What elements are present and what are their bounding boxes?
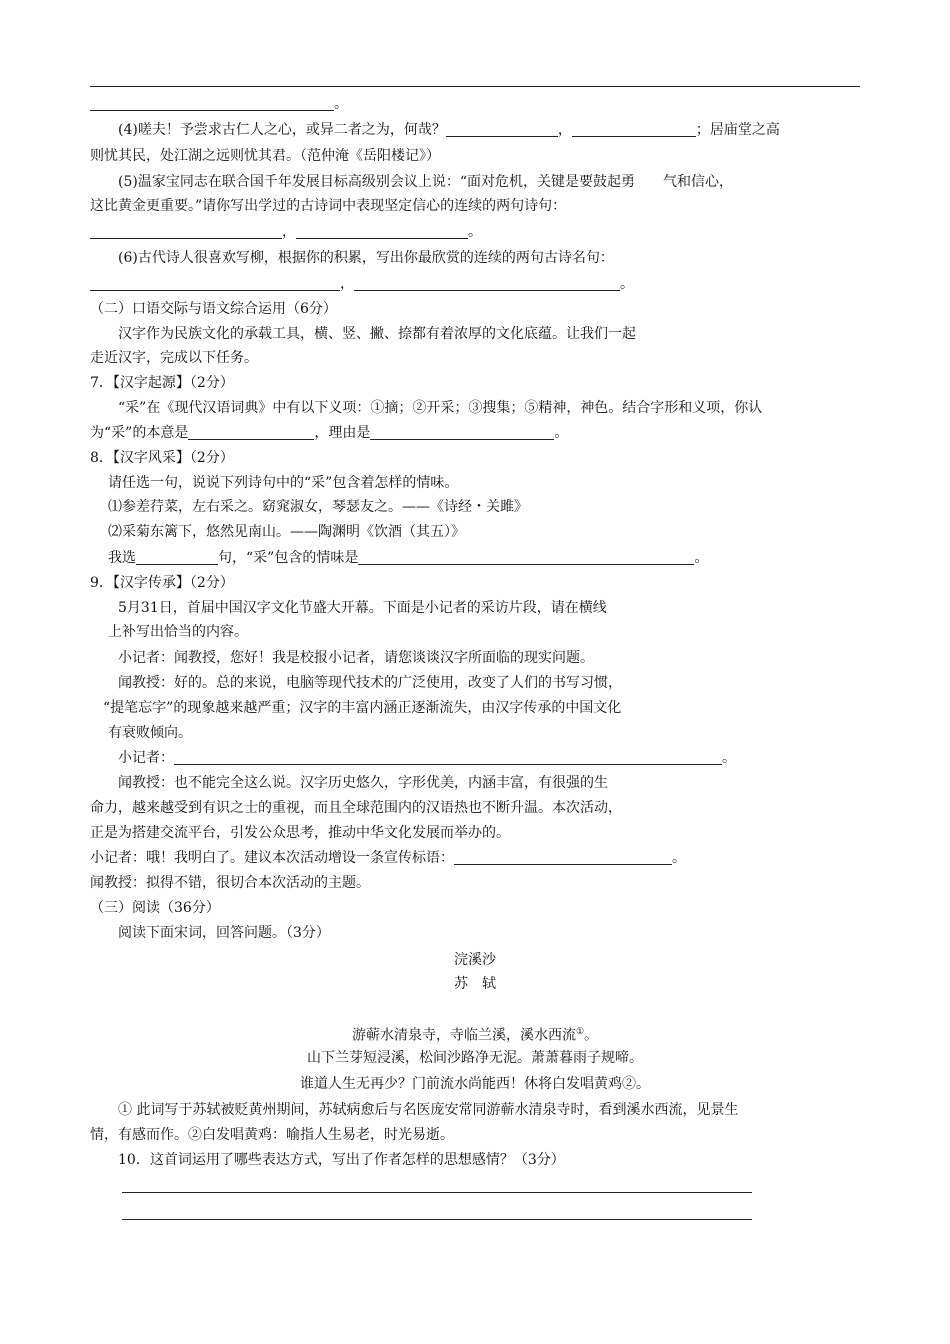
q9-line-11: 小记者：哦！我明白了。建议本次活动增设一条宣传标语： 。 xyxy=(90,850,686,866)
q4-line-1: (4)嗟夫！予尝求古仁人之心，或异二者之为，何哉？ ， ；居庙堂之高 xyxy=(118,122,780,138)
poem-author: 苏 轼 xyxy=(454,976,496,992)
poem-line-1: 游蕲水清泉寺，寺临兰溪，溪水西流①。 xyxy=(351,1027,599,1044)
q9-line-5: “提笔忘字”的现象越来越严重；汉字的丰富内涵正逐渐流失，由汉字传承的中国文化 xyxy=(103,700,622,716)
answer-blank[interactable] xyxy=(358,548,694,565)
note-line-2: 情，有感而作。②白发唱黄鸡：喻指人生易老，时光易逝。 xyxy=(90,1127,454,1143)
q10-title: 10．这首词运用了哪些表达方式，写出了作者怎样的思想感情？（3分） xyxy=(118,1152,565,1168)
q9-line-10: 正是为搭建交流平台，引发公众思考，推动中华文化发展而举办的。 xyxy=(90,825,510,841)
q9-line-4: 闻教授：好的。总的来说，电脑等现代技术的广泛使用，改变了人们的书写习惯， xyxy=(118,675,622,691)
poem-line-3: 谁道人生无再少？门前流水尚能西！休将白发唱黄鸡②。 xyxy=(300,1076,650,1092)
answer-line xyxy=(90,86,860,87)
q7-line-1: “采”在《现代汉语词典》中有以下义项：①摘；②开采；③搜集；⑤精神，神色。结合字形和义项，你认 xyxy=(118,400,763,416)
section-3-intro: 阅读下面宋词，回答问题。（3分） xyxy=(118,925,330,941)
poem-line-2: 山下兰芽短浸溪，松间沙路净无泥。萧萧暮雨子规啼。 xyxy=(307,1050,643,1066)
answer-blank[interactable] xyxy=(370,423,554,440)
q8-line-1: 请任选一句，说说下列诗句中的“采”包含着怎样的情味。 xyxy=(108,475,459,491)
q9-title: 9．【汉字传承】（2分） xyxy=(90,575,234,591)
q9-line-1: 5月31日，首届中国汉字文化节盛大开幕。下面是小记者的采访片段，请在横线 xyxy=(118,600,607,616)
section-2-intro-1: 汉字作为民族文化的承载工具，横、竖、撇、捺都有着浓厚的文化底蕴。让我们一起 xyxy=(118,326,636,342)
answer-blank[interactable] xyxy=(572,120,696,137)
q7-title: 7．【汉字起源】（2分） xyxy=(90,375,234,391)
answer-blank[interactable] xyxy=(174,748,722,765)
q8-title: 8．【汉字风采】（2分） xyxy=(90,450,234,466)
q9-line-3: 小记者：闻教授，您好！我是校报小记者，请您谈谈汉字所面临的现实问题。 xyxy=(118,650,594,666)
q6-line-1: (6)古代诗人很喜欢写柳，根据你的积累，写出你最欣赏的连续的两句古诗名句： xyxy=(118,250,614,266)
section-2-title: （二）口语交际与语文综合运用（6分） xyxy=(90,301,337,317)
q8-poem-1: ⑴参差荇菜，左右采之。窈窕淑女，琴瑟友之。——《诗经・关雎》 xyxy=(108,499,528,515)
answer-blank[interactable] xyxy=(136,548,218,565)
q4-line-2: 则忧其民，处江湖之远则忧其君。（范仲淹《岳阳楼记》） xyxy=(90,148,440,164)
q8-answer: 我选 句，“采”包含的情味是 。 xyxy=(108,550,709,566)
answer-blank[interactable] xyxy=(90,222,282,239)
answer-blank[interactable] xyxy=(188,423,314,440)
answer-blank[interactable] xyxy=(296,222,468,239)
note-line-1: ① 此词写于苏轼被贬黄州期间，苏轼病愈后与名医庞安常同游蕲水清泉寺时，看到溪水西流，见景生 xyxy=(118,1102,739,1118)
answer-blank[interactable] xyxy=(90,274,340,291)
section-2-intro-2: 走近汉字，完成以下任务。 xyxy=(90,350,258,366)
q5-line-2: 这比黄金更重要。”请你写出学过的古诗词中表现坚定信心的连续的两句诗句： xyxy=(90,198,567,214)
answer-blank[interactable] xyxy=(446,120,558,137)
q9-line-8: 闻教授：也不能完全这么说。汉字历史悠久，字形优美，内涵丰富，有很强的生 xyxy=(118,775,608,791)
q4-continuation: 。 xyxy=(90,94,348,114)
answer-blank[interactable] xyxy=(90,94,334,111)
q6-answer: ， 。 xyxy=(90,274,634,294)
q9-line-2: 上补写出恰当的内容。 xyxy=(108,624,248,640)
q9-line-6: 有衰败倾向。 xyxy=(108,725,192,741)
q7-line-2: 为“采”的本意是 ，理由是 。 xyxy=(90,425,569,441)
q9-line-12: 闻教授：拟得不错，很切合本次活动的主题。 xyxy=(90,875,370,891)
footnote-marker: ① xyxy=(575,1027,585,1037)
q8-poem-2: ⑵采菊东篱下，悠然见南山。——陶渊明《饮酒（其五）》 xyxy=(108,524,465,540)
q9-line-9: 命力，越来越受到有识之士的重视，而且全球范围内的汉语热也不断升温。本次活动， xyxy=(90,800,622,816)
q9-line-7: 小记者： 。 xyxy=(118,750,736,766)
q5-line-1: (5)温家宝同志在联合国千年发展目标高级别会议上说：“面对危机，关键是要鼓起勇 气和信心， xyxy=(118,174,733,190)
answer-blank[interactable] xyxy=(454,848,672,865)
answer-line[interactable] xyxy=(122,1219,752,1220)
answer-line[interactable] xyxy=(122,1192,752,1193)
q5-answer: ， 。 xyxy=(90,222,482,242)
poem-title: 浣溪沙 xyxy=(454,952,496,968)
section-3-title: （三）阅读（36分） xyxy=(90,900,220,916)
answer-blank[interactable] xyxy=(354,274,620,291)
